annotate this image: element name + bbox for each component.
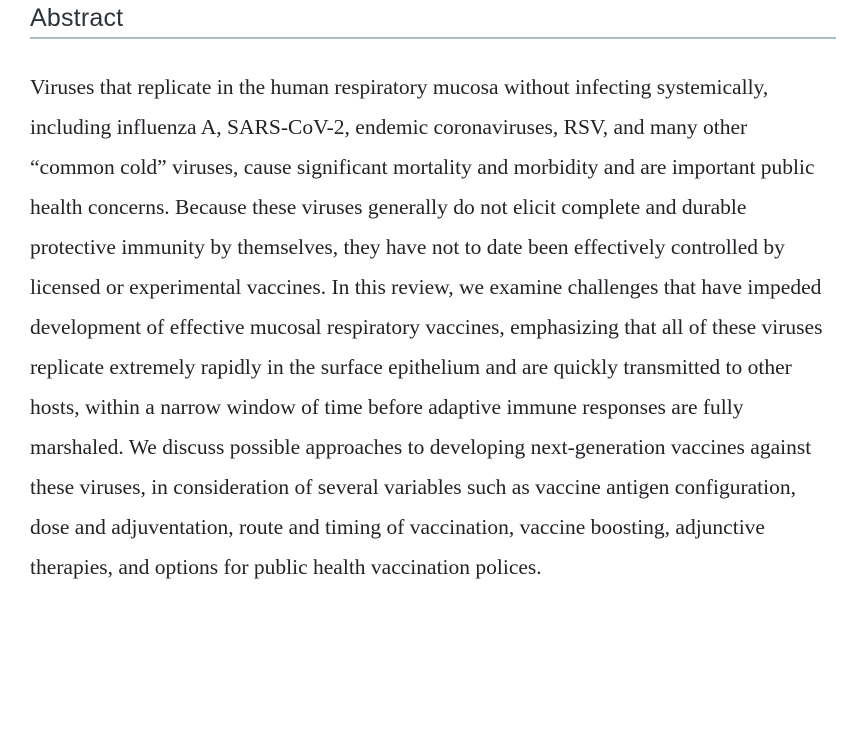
- abstract-heading: Abstract: [30, 4, 124, 32]
- abstract-body-text: Viruses that replicate in the human respiratory mucosa without infecting systemically, including influenza A, SARS-CoV-2, endemic coronaviruses, RSV, and many other “common cold” viruses, cause significant mortality and morbidity and are important public health concerns. Because these viruses generally do not elicit complete and durable protective immunity by themselves, they have not to date been effectively controlled by licensed or experimental vaccines. In this review, we examine challenges that have impeded development of effective mucosal respiratory vaccines, emphasizing that all of these viruses replicate extremely rapidly in the surface epithelium and are quickly transmitted to other hosts, within a narrow window of time before adaptive immune responses are fully marshaled. We discuss possible approaches to developing next-generation vaccines against these viruses, in consideration of several variables such as vaccine antigen configuration, dose and adjuventation, route and timing of vaccination, vaccine boosting, adjunctive therapies, and options for public health vaccination polices.: [30, 75, 823, 579]
